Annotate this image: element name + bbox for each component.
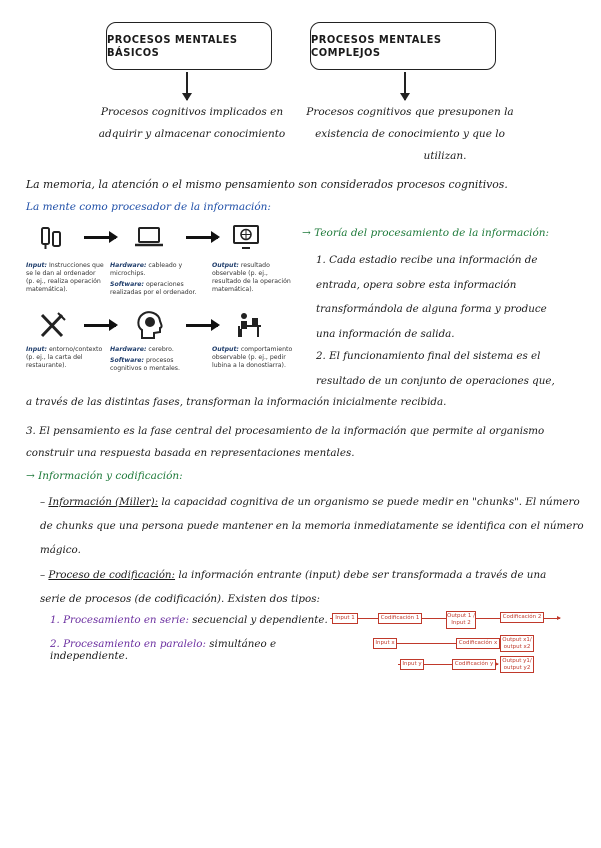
complex-description: Procesos cognitivos que presuponen la existencia de conocimiento y que lo utilizan. (306, 106, 514, 162)
parallel-processing: 2. Procesamiento en paralelo: simultáneo e independiente. (50, 638, 277, 662)
flow-coding-y: Codificación y (452, 659, 496, 670)
arrow-right-2 (186, 236, 218, 239)
flow-input-x: Input x (373, 638, 397, 649)
coding-paragraph: – Proceso de codificación: la información entrante (input) debe ser transformada a través de una serie de procesos (de codificación). Existen dos tipos: (40, 569, 547, 605)
basic-description: Procesos cognitivos implicados en adquirir y almacenar conocimiento (98, 106, 286, 140)
caption-input-1: Input: Instrucciones que se le dan al ordenador (p. ej., realiza operación matemática). (26, 262, 104, 293)
flow-output-1-input-2: Output 1 / Input 2 (446, 611, 476, 629)
theory-title: → Teoría del procesamiento de la información: (302, 227, 550, 239)
flow-output-y: Output y1/ output y2 (500, 656, 534, 673)
theory-point-2-cont: a través de las distintas fases, transforman la información inicialmente recibida. (26, 396, 447, 408)
mind-processor-title: La mente como procesador de la información: (26, 201, 271, 213)
info-coding-title: → Información y codificación: (26, 470, 183, 482)
miller-paragraph: – Información (Miller): la capacidad cognitiva de un organismo se puede medir en "chunks". El número de chunks que una persona puede mantener en la memoria inmediatamente se identifica con el número mágico. (40, 496, 584, 556)
serial-processing: 1. Procesamiento en serie: secuencial y dependiente. (50, 614, 328, 626)
fork-knife-icon (38, 312, 66, 338)
caption-hardware-2: Hardware: cerebro. Software: procesos cognitivos o mentales. (110, 346, 180, 372)
arrow-right-1 (84, 236, 116, 239)
head-brain-icon (134, 310, 164, 340)
person-desk-icon (236, 312, 262, 338)
flow-input-y: Input y (400, 659, 424, 670)
flow-output-x: Output x1/ output x2 (500, 635, 534, 652)
flow-input-1: Input 1 (332, 613, 358, 624)
caption-hardware-1: Hardware: cableado y microchips. Software: operaciones realizadas por el ordenador. (110, 262, 197, 296)
usb-plug-icon (38, 226, 66, 250)
theory-point-3: 3. El pensamiento es la fase central del procesamiento de la información que permite al organismo construir una respuesta basada en representaciones mentales. (26, 425, 545, 459)
flow-coding-x: Codificación x (456, 638, 500, 649)
theory-point-2: 2. El funcionamiento final del sistema es el resultado de un conjunto de operaciones que, (316, 350, 555, 387)
theory-point-1: 1. Cada estadio recibe una información de entrada, opera sobre esta información transformándola de alguna forma y produce una información de salida. (316, 254, 547, 340)
laptop-icon (134, 226, 164, 248)
arrow-down-basic (186, 72, 188, 100)
arrow-down-complex (404, 72, 406, 100)
box-complex-processes: PROCESOS MENTALES COMPLEJOS (310, 22, 496, 70)
flow-coding-1: Codificación 1 (378, 613, 422, 624)
box-basic-processes: PROCESOS MENTALES BÁSICOS (106, 22, 272, 70)
arrow-right-4 (186, 324, 218, 327)
monitor-globe-icon (232, 224, 260, 250)
memory-line: La memoria, la atención o el mismo pensamiento son considerados procesos cognitivos. (26, 178, 508, 191)
flow-coding-2: Codificación 2 (500, 612, 544, 623)
caption-output-1: Output: resultado observable (p. ej., resultado de la operación matemática). (212, 262, 291, 293)
caption-input-2: Input: entorno/contexto (p. ej., la carta del restaurante). (26, 346, 103, 369)
arrow-right-3 (84, 324, 116, 327)
caption-output-2: Output: comportamiento observable (p. ej., pedir lubina a la donostiarra). (212, 346, 293, 369)
